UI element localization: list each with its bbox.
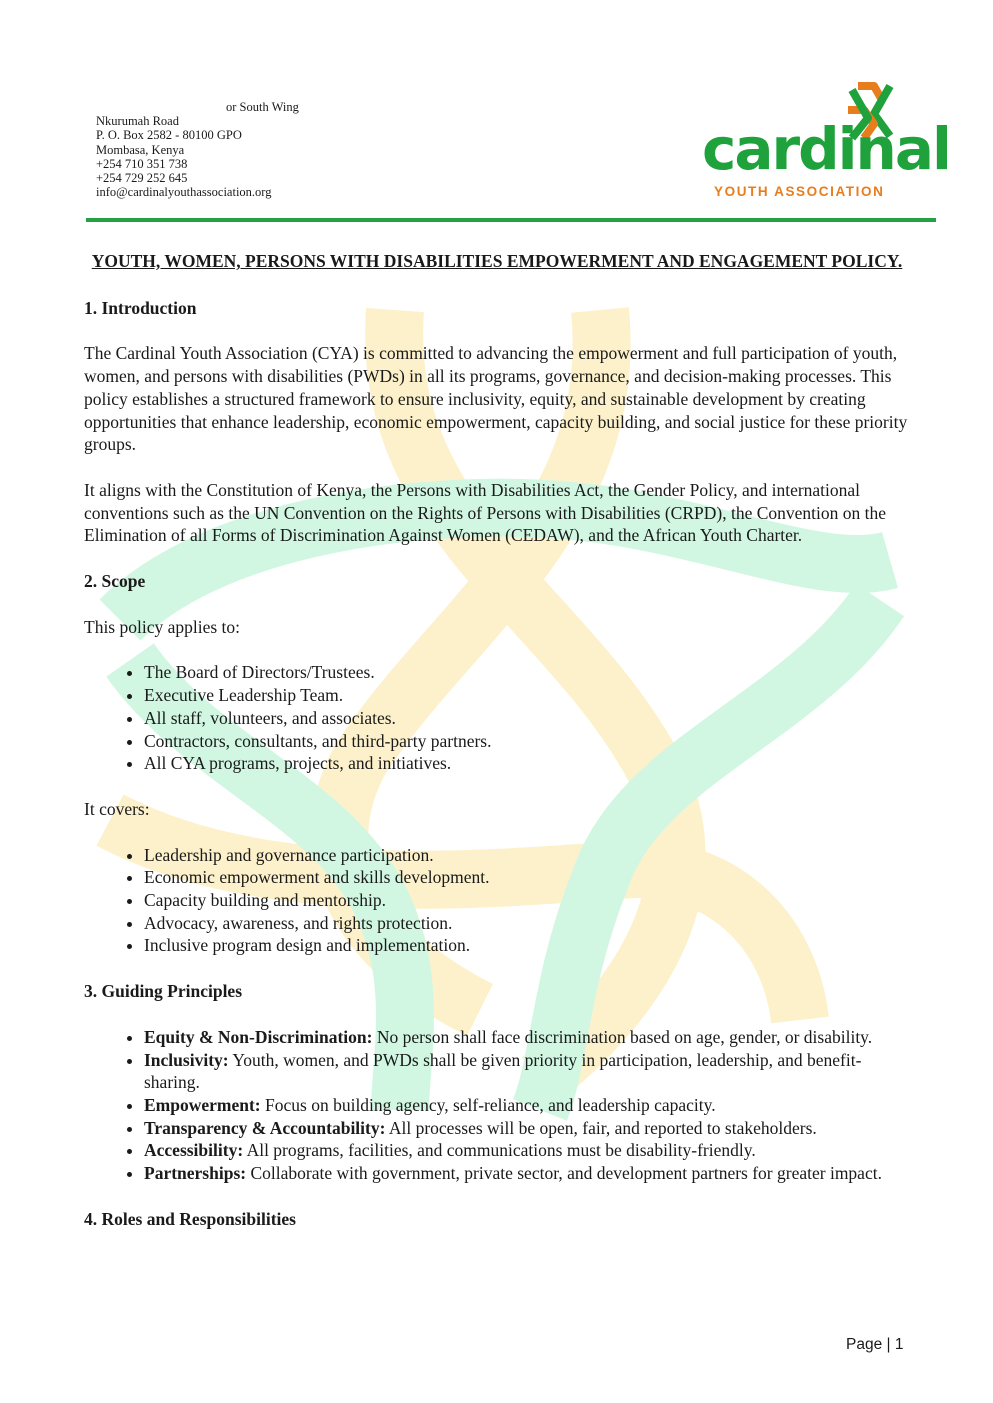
- paragraph: It covers:: [84, 798, 150, 819]
- principle-term: Transparency & Accountability:: [144, 1117, 386, 1138]
- list-item: • All CYA programs, projects, and initiatives.: [144, 752, 910, 775]
- section-heading-scope: 2. Scope: [84, 571, 146, 592]
- list-item: • All staff, volunteers, and associates.: [144, 707, 910, 730]
- section-heading-principles: 3. Guiding Principles: [84, 981, 243, 1002]
- principle-item: [144, 1049, 910, 1094]
- principle-term: Empowerment:: [144, 1094, 261, 1115]
- principle-text: No person shall face discrimination based on age, gender, or disability.: [372, 1026, 873, 1047]
- principle-item: [144, 1139, 910, 1162]
- principle-term: Partnerships:: [144, 1163, 247, 1184]
- address-line: P. O. Box 2582 - 80100 GPO: [96, 128, 242, 143]
- document-title: YOUTH, WOMEN, PERSONS WITH DISABILITIES EMPOWERMENT AND ENGAGEMENT POLICY.: [91, 251, 903, 271]
- applies-list: [84, 661, 910, 775]
- principle-term: Inclusivity:: [144, 1049, 229, 1070]
- phone-line: +254 710 351 738: [96, 156, 188, 171]
- page-number: Page | 1: [846, 1336, 904, 1353]
- covers-list: [84, 844, 910, 958]
- list-item: • Capacity building and mentorship.: [144, 889, 910, 912]
- principle-text: Youth, women, and PWDs shall be given priority in participation, leadership, and benefit-sharing.: [144, 1049, 862, 1093]
- list-item: • The Board of Directors/Trustees.: [144, 661, 910, 684]
- cardinal-logo: [700, 80, 950, 205]
- paragraph: This policy applies to:: [84, 616, 241, 637]
- address-line: or South Wing: [226, 100, 299, 114]
- document-body: [84, 250, 910, 1254]
- address-line: Mombasa, Kenya: [96, 142, 185, 157]
- paragraph: The Cardinal Youth Association (CYA) is committed to advancing the empowerment and full participation of youth, women, and persons with disabilities (PWDs) in all its programs, governance, and decision-making processes. This policy establishes a structured framework to ensure inclusivity, equity, and sustainable development by creating opportunities that enhance leadership, economic empowerment, capacity building, and social justice for these priority groups.: [84, 343, 908, 455]
- list-item: • Executive Leadership Team.: [144, 684, 910, 707]
- paragraph: It aligns with the Constitution of Kenya, the Persons with Disabilities Act, the Gender Policy, and international conventions such as the UN Convention on the Rights of Persons with Disabilities (CRPD), the Convention on the Elimination of all Forms of Discrimination Against Women (CEDAW), and the African Youth Charter.: [84, 479, 887, 546]
- principle-item: [144, 1094, 910, 1117]
- list-item: • Inclusive program design and implementation.: [144, 934, 910, 957]
- principle-text: All programs, facilities, and communications must be disability-friendly.: [243, 1140, 756, 1161]
- principle-item: [144, 1162, 910, 1185]
- principle-text: Collaborate with government, private sector, and development partners for greater impact.: [246, 1163, 882, 1184]
- section-heading-introduction: 1. Introduction: [84, 297, 197, 318]
- logo-subtitle: YOUTH ASSOCIATION: [714, 184, 885, 199]
- principles-list: [84, 1026, 910, 1185]
- section-heading-roles: 4. Roles and Responsibilities: [84, 1208, 296, 1229]
- list-item: • Leadership and governance participation.: [144, 844, 910, 867]
- address-line: Nkurumah Road: [96, 114, 179, 129]
- email-line: info@cardinalyouthassociation.org: [96, 185, 272, 200]
- principle-term: Accessibility:: [144, 1140, 244, 1161]
- principle-item: [144, 1117, 910, 1140]
- principle-term: Equity & Non-Discrimination:: [144, 1026, 373, 1047]
- list-item: • Advocacy, awareness, and rights protection.: [144, 912, 910, 935]
- principle-text: All processes will be open, fair, and reported to stakeholders.: [385, 1117, 817, 1138]
- phone-line: +254 729 252 645: [96, 171, 188, 186]
- address-block: [96, 100, 299, 199]
- principle-text: Focus on building agency, self-reliance, and leadership capacity.: [260, 1094, 716, 1115]
- header-divider: [86, 218, 936, 222]
- logo-wordmark: cardinal: [702, 115, 950, 183]
- list-item: • Contractors, consultants, and third-party partners.: [144, 730, 910, 753]
- list-item: • Economic empowerment and skills development.: [144, 866, 910, 889]
- principle-item: [144, 1026, 910, 1049]
